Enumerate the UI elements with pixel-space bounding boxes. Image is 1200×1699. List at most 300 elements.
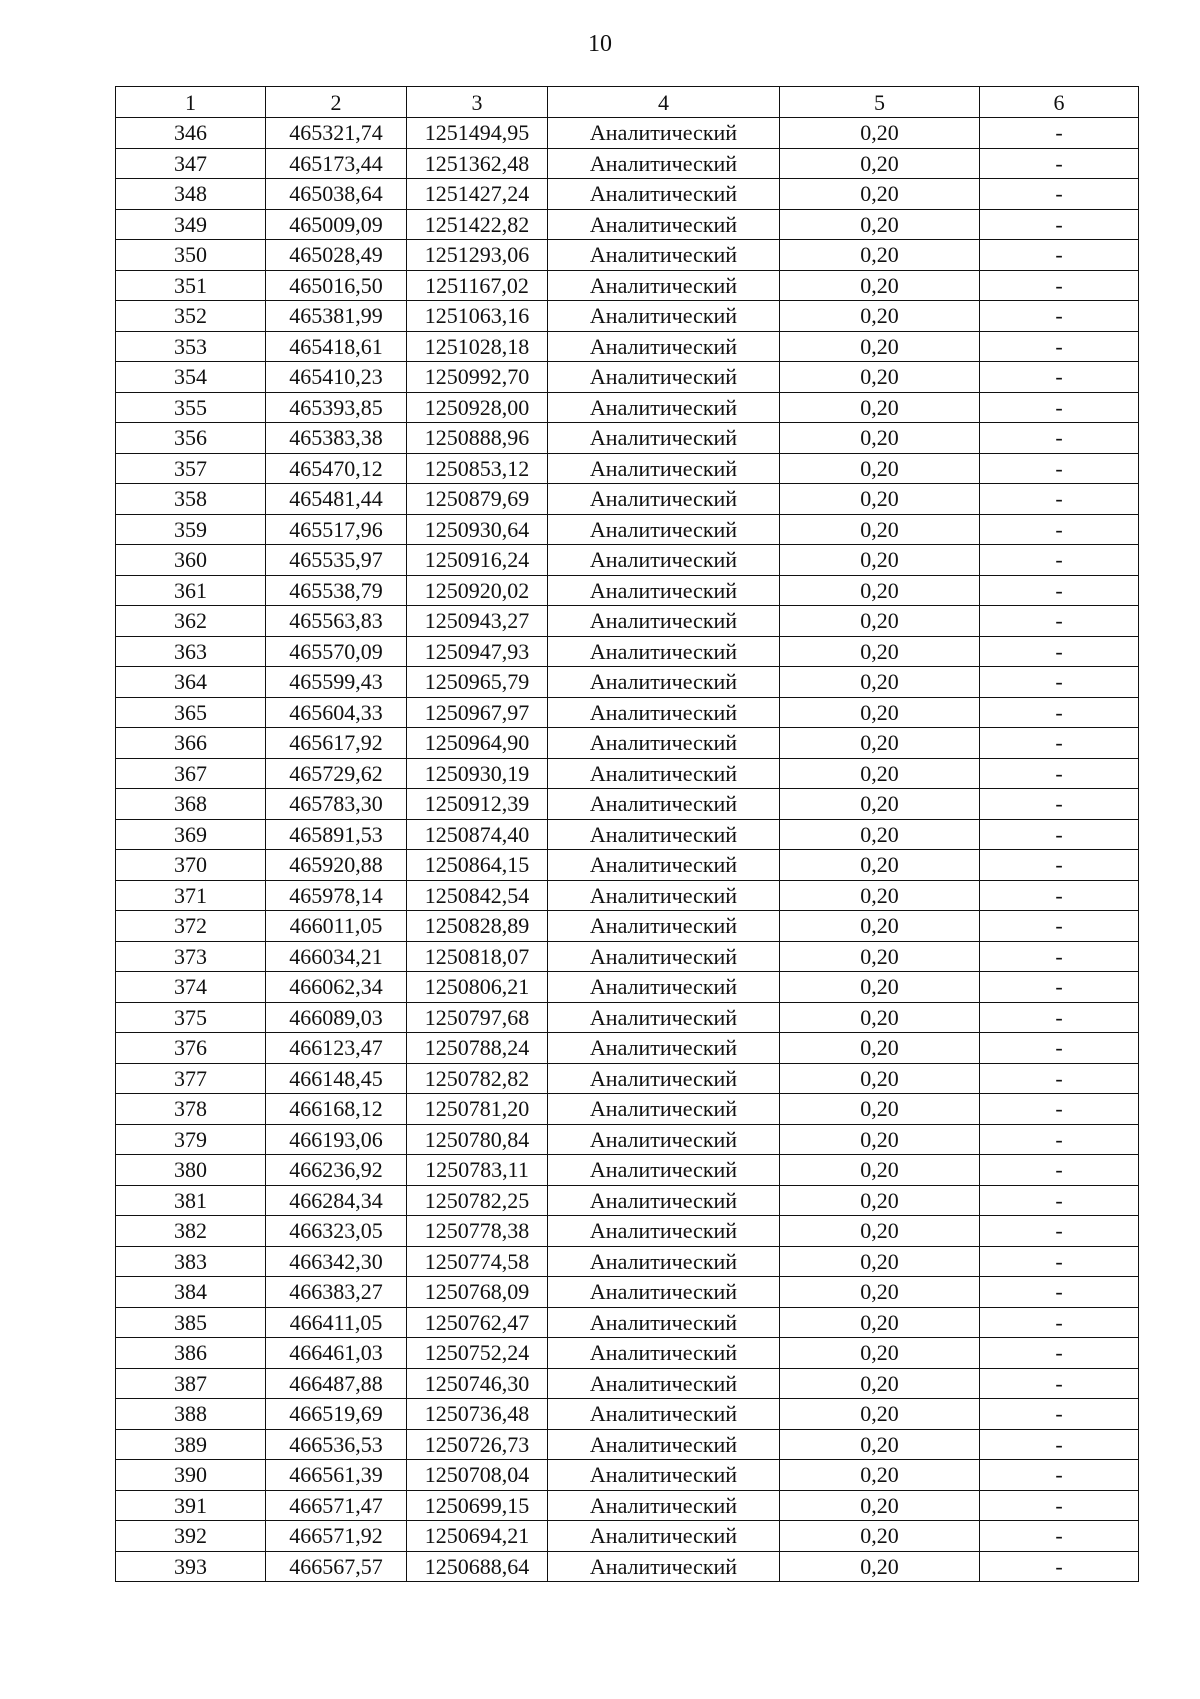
table-row: [116, 1124, 1139, 1155]
accuracy-cell: 0,20: [780, 270, 980, 301]
accuracy-cell: 0,20: [780, 1216, 980, 1247]
point-number-cell: 348: [116, 179, 266, 210]
accuracy-cell: 0,20: [780, 362, 980, 393]
description-cell: -: [980, 1399, 1139, 1430]
x-coordinate-cell: 465563,83: [266, 606, 407, 637]
table-row: [116, 1368, 1139, 1399]
method-cell: Аналитический: [548, 789, 780, 820]
method-cell: Аналитический: [548, 941, 780, 972]
method-cell: Аналитический: [548, 1521, 780, 1552]
x-coordinate-cell: 465410,23: [266, 362, 407, 393]
method-cell: Аналитический: [548, 606, 780, 637]
point-number-cell: 387: [116, 1368, 266, 1399]
x-coordinate-cell: 466342,30: [266, 1246, 407, 1277]
x-coordinate-cell: 466487,88: [266, 1368, 407, 1399]
method-cell: Аналитический: [548, 1124, 780, 1155]
method-cell: Аналитический: [548, 1094, 780, 1125]
point-number-cell: 369: [116, 819, 266, 850]
table-row: [116, 1094, 1139, 1125]
table-row: [116, 453, 1139, 484]
accuracy-cell: 0,20: [780, 423, 980, 454]
method-cell: Аналитический: [548, 1002, 780, 1033]
y-coordinate-cell: 1251362,48: [407, 148, 548, 179]
x-coordinate-cell: 465383,38: [266, 423, 407, 454]
description-cell: -: [980, 819, 1139, 850]
accuracy-cell: 0,20: [780, 514, 980, 545]
accuracy-cell: 0,20: [780, 606, 980, 637]
method-cell: Аналитический: [548, 1551, 780, 1582]
description-cell: -: [980, 1551, 1139, 1582]
accuracy-cell: 0,20: [780, 1094, 980, 1125]
y-coordinate-cell: 1250964,90: [407, 728, 548, 759]
column-header-4: 4: [548, 87, 780, 118]
description-cell: -: [980, 850, 1139, 881]
table-row: [116, 850, 1139, 881]
x-coordinate-cell: 465729,62: [266, 758, 407, 789]
y-coordinate-cell: 1250943,27: [407, 606, 548, 637]
y-coordinate-cell: 1250778,38: [407, 1216, 548, 1247]
method-cell: Аналитический: [548, 423, 780, 454]
point-number-cell: 380: [116, 1155, 266, 1186]
x-coordinate-cell: 465570,09: [266, 636, 407, 667]
x-coordinate-cell: 465978,14: [266, 880, 407, 911]
point-number-cell: 351: [116, 270, 266, 301]
method-cell: Аналитический: [548, 1277, 780, 1308]
accuracy-cell: 0,20: [780, 850, 980, 881]
method-cell: Аналитический: [548, 1307, 780, 1338]
table-row: [116, 1185, 1139, 1216]
x-coordinate-cell: 466571,47: [266, 1490, 407, 1521]
description-cell: -: [980, 118, 1139, 149]
method-cell: Аналитический: [548, 270, 780, 301]
description-cell: -: [980, 606, 1139, 637]
point-number-cell: 372: [116, 911, 266, 942]
table-row: [116, 575, 1139, 606]
x-coordinate-cell: 465393,85: [266, 392, 407, 423]
point-number-cell: 359: [116, 514, 266, 545]
point-number-cell: 389: [116, 1429, 266, 1460]
point-number-cell: 383: [116, 1246, 266, 1277]
description-cell: -: [980, 1216, 1139, 1247]
y-coordinate-cell: 1250920,02: [407, 575, 548, 606]
y-coordinate-cell: 1250736,48: [407, 1399, 548, 1430]
y-coordinate-cell: 1250688,64: [407, 1551, 548, 1582]
point-number-cell: 358: [116, 484, 266, 515]
table-row: [116, 209, 1139, 240]
y-coordinate-cell: 1250879,69: [407, 484, 548, 515]
method-cell: Аналитический: [548, 514, 780, 545]
description-cell: -: [980, 1277, 1139, 1308]
point-number-cell: 357: [116, 453, 266, 484]
x-coordinate-cell: 465009,09: [266, 209, 407, 240]
point-number-cell: 363: [116, 636, 266, 667]
description-cell: -: [980, 484, 1139, 515]
accuracy-cell: 0,20: [780, 240, 980, 271]
x-coordinate-cell: 466168,12: [266, 1094, 407, 1125]
method-cell: Аналитический: [548, 1216, 780, 1247]
table-row: [116, 911, 1139, 942]
accuracy-cell: 0,20: [780, 667, 980, 698]
x-coordinate-cell: 466284,34: [266, 1185, 407, 1216]
x-coordinate-cell: 465538,79: [266, 575, 407, 606]
column-header-1: 1: [116, 87, 266, 118]
x-coordinate-cell: 465481,44: [266, 484, 407, 515]
y-coordinate-cell: 1250912,39: [407, 789, 548, 820]
point-number-cell: 355: [116, 392, 266, 423]
accuracy-cell: 0,20: [780, 1307, 980, 1338]
point-number-cell: 376: [116, 1033, 266, 1064]
accuracy-cell: 0,20: [780, 301, 980, 332]
table-header-row: [116, 87, 1139, 118]
point-number-cell: 384: [116, 1277, 266, 1308]
accuracy-cell: 0,20: [780, 1246, 980, 1277]
x-coordinate-cell: 466193,06: [266, 1124, 407, 1155]
point-number-cell: 370: [116, 850, 266, 881]
y-coordinate-cell: 1250762,47: [407, 1307, 548, 1338]
description-cell: -: [980, 148, 1139, 179]
y-coordinate-cell: 1250774,58: [407, 1246, 548, 1277]
point-number-cell: 381: [116, 1185, 266, 1216]
method-cell: Аналитический: [548, 1246, 780, 1277]
table-row: [116, 1063, 1139, 1094]
table-row: [116, 1246, 1139, 1277]
point-number-cell: 392: [116, 1521, 266, 1552]
description-cell: -: [980, 667, 1139, 698]
x-coordinate-cell: 465517,96: [266, 514, 407, 545]
point-number-cell: 386: [116, 1338, 266, 1369]
y-coordinate-cell: 1250930,19: [407, 758, 548, 789]
accuracy-cell: 0,20: [780, 331, 980, 362]
description-cell: -: [980, 1307, 1139, 1338]
description-cell: -: [980, 179, 1139, 210]
x-coordinate-cell: 466383,27: [266, 1277, 407, 1308]
method-cell: Аналитический: [548, 1368, 780, 1399]
method-cell: Аналитический: [548, 545, 780, 576]
table-row: [116, 789, 1139, 820]
accuracy-cell: 0,20: [780, 1551, 980, 1582]
accuracy-cell: 0,20: [780, 179, 980, 210]
accuracy-cell: 0,20: [780, 1155, 980, 1186]
method-cell: Аналитический: [548, 667, 780, 698]
table-row: [116, 972, 1139, 1003]
y-coordinate-cell: 1250752,24: [407, 1338, 548, 1369]
method-cell: Аналитический: [548, 1033, 780, 1064]
y-coordinate-cell: 1250768,09: [407, 1277, 548, 1308]
table-row: [116, 148, 1139, 179]
accuracy-cell: 0,20: [780, 1490, 980, 1521]
description-cell: -: [980, 728, 1139, 759]
point-number-cell: 361: [116, 575, 266, 606]
method-cell: Аналитический: [548, 819, 780, 850]
x-coordinate-cell: 465535,97: [266, 545, 407, 576]
method-cell: Аналитический: [548, 1399, 780, 1430]
table-row: [116, 514, 1139, 545]
point-number-cell: 391: [116, 1490, 266, 1521]
y-coordinate-cell: 1250746,30: [407, 1368, 548, 1399]
x-coordinate-cell: 466571,92: [266, 1521, 407, 1552]
method-cell: Аналитический: [548, 1185, 780, 1216]
x-coordinate-cell: 466089,03: [266, 1002, 407, 1033]
method-cell: Аналитический: [548, 301, 780, 332]
point-number-cell: 349: [116, 209, 266, 240]
table-row: [116, 392, 1139, 423]
y-coordinate-cell: 1250853,12: [407, 453, 548, 484]
description-cell: -: [980, 240, 1139, 271]
method-cell: Аналитический: [548, 636, 780, 667]
accuracy-cell: 0,20: [780, 697, 980, 728]
point-number-cell: 371: [116, 880, 266, 911]
accuracy-cell: 0,20: [780, 1124, 980, 1155]
description-cell: -: [980, 758, 1139, 789]
point-number-cell: 353: [116, 331, 266, 362]
table-row: [116, 331, 1139, 362]
point-number-cell: 365: [116, 697, 266, 728]
x-coordinate-cell: 466519,69: [266, 1399, 407, 1430]
description-cell: -: [980, 697, 1139, 728]
method-cell: Аналитический: [548, 880, 780, 911]
description-cell: -: [980, 1460, 1139, 1491]
table-row: [116, 1551, 1139, 1582]
table-row: [116, 179, 1139, 210]
y-coordinate-cell: 1250782,25: [407, 1185, 548, 1216]
method-cell: Аналитический: [548, 1063, 780, 1094]
y-coordinate-cell: 1250708,04: [407, 1460, 548, 1491]
y-coordinate-cell: 1250928,00: [407, 392, 548, 423]
description-cell: -: [980, 1338, 1139, 1369]
method-cell: Аналитический: [548, 1460, 780, 1491]
method-cell: Аналитический: [548, 728, 780, 759]
accuracy-cell: 0,20: [780, 1063, 980, 1094]
y-coordinate-cell: 1250797,68: [407, 1002, 548, 1033]
accuracy-cell: 0,20: [780, 911, 980, 942]
accuracy-cell: 0,20: [780, 972, 980, 1003]
y-coordinate-cell: 1250818,07: [407, 941, 548, 972]
description-cell: -: [980, 972, 1139, 1003]
method-cell: Аналитический: [548, 1429, 780, 1460]
description-cell: -: [980, 514, 1139, 545]
table-row: [116, 545, 1139, 576]
y-coordinate-cell: 1251167,02: [407, 270, 548, 301]
x-coordinate-cell: 466461,03: [266, 1338, 407, 1369]
method-cell: Аналитический: [548, 697, 780, 728]
table-row: [116, 1338, 1139, 1369]
x-coordinate-cell: 465891,53: [266, 819, 407, 850]
method-cell: Аналитический: [548, 453, 780, 484]
y-coordinate-cell: 1250930,64: [407, 514, 548, 545]
point-number-cell: 360: [116, 545, 266, 576]
point-number-cell: 346: [116, 118, 266, 149]
y-coordinate-cell: 1250992,70: [407, 362, 548, 393]
x-coordinate-cell: 466536,53: [266, 1429, 407, 1460]
point-number-cell: 385: [116, 1307, 266, 1338]
y-coordinate-cell: 1251293,06: [407, 240, 548, 271]
x-coordinate-cell: 465016,50: [266, 270, 407, 301]
x-coordinate-cell: 466236,92: [266, 1155, 407, 1186]
x-coordinate-cell: 465783,30: [266, 789, 407, 820]
description-cell: -: [980, 1246, 1139, 1277]
point-number-cell: 378: [116, 1094, 266, 1125]
y-coordinate-cell: 1250699,15: [407, 1490, 548, 1521]
method-cell: Аналитический: [548, 1155, 780, 1186]
description-cell: -: [980, 636, 1139, 667]
y-coordinate-cell: 1250780,84: [407, 1124, 548, 1155]
x-coordinate-cell: 466062,34: [266, 972, 407, 1003]
point-number-cell: 379: [116, 1124, 266, 1155]
coordinates-table: [115, 86, 1139, 1582]
description-cell: -: [980, 270, 1139, 301]
accuracy-cell: 0,20: [780, 209, 980, 240]
y-coordinate-cell: 1250864,15: [407, 850, 548, 881]
x-coordinate-cell: 466148,45: [266, 1063, 407, 1094]
accuracy-cell: 0,20: [780, 819, 980, 850]
x-coordinate-cell: 465470,12: [266, 453, 407, 484]
point-number-cell: 382: [116, 1216, 266, 1247]
x-coordinate-cell: 466011,05: [266, 911, 407, 942]
point-number-cell: 356: [116, 423, 266, 454]
accuracy-cell: 0,20: [780, 1277, 980, 1308]
table-row: [116, 484, 1139, 515]
accuracy-cell: 0,20: [780, 148, 980, 179]
description-cell: -: [980, 941, 1139, 972]
accuracy-cell: 0,20: [780, 1521, 980, 1552]
method-cell: Аналитический: [548, 758, 780, 789]
method-cell: Аналитический: [548, 1490, 780, 1521]
description-cell: -: [980, 1521, 1139, 1552]
table-row: [116, 1429, 1139, 1460]
description-cell: -: [980, 1155, 1139, 1186]
description-cell: -: [980, 880, 1139, 911]
description-cell: -: [980, 1094, 1139, 1125]
x-coordinate-cell: 465604,33: [266, 697, 407, 728]
y-coordinate-cell: 1251427,24: [407, 179, 548, 210]
accuracy-cell: 0,20: [780, 1368, 980, 1399]
table-row: [116, 301, 1139, 332]
method-cell: Аналитический: [548, 331, 780, 362]
method-cell: Аналитический: [548, 1338, 780, 1369]
y-coordinate-cell: 1250967,97: [407, 697, 548, 728]
table-row: [116, 1460, 1139, 1491]
point-number-cell: 366: [116, 728, 266, 759]
table-row: [116, 1307, 1139, 1338]
description-cell: -: [980, 453, 1139, 484]
description-cell: -: [980, 362, 1139, 393]
point-number-cell: 377: [116, 1063, 266, 1094]
accuracy-cell: 0,20: [780, 636, 980, 667]
x-coordinate-cell: 466034,21: [266, 941, 407, 972]
y-coordinate-cell: 1250783,11: [407, 1155, 548, 1186]
x-coordinate-cell: 465381,99: [266, 301, 407, 332]
point-number-cell: 364: [116, 667, 266, 698]
accuracy-cell: 0,20: [780, 453, 980, 484]
method-cell: Аналитический: [548, 148, 780, 179]
accuracy-cell: 0,20: [780, 1185, 980, 1216]
accuracy-cell: 0,20: [780, 789, 980, 820]
description-cell: -: [980, 789, 1139, 820]
table-row: [116, 819, 1139, 850]
table-row: [116, 1155, 1139, 1186]
x-coordinate-cell: 465038,64: [266, 179, 407, 210]
table-row: [116, 1490, 1139, 1521]
accuracy-cell: 0,20: [780, 1460, 980, 1491]
y-coordinate-cell: 1251028,18: [407, 331, 548, 362]
y-coordinate-cell: 1250874,40: [407, 819, 548, 850]
method-cell: Аналитический: [548, 575, 780, 606]
method-cell: Аналитический: [548, 484, 780, 515]
point-number-cell: 352: [116, 301, 266, 332]
description-cell: -: [980, 1185, 1139, 1216]
method-cell: Аналитический: [548, 972, 780, 1003]
y-coordinate-cell: 1250828,89: [407, 911, 548, 942]
accuracy-cell: 0,20: [780, 1033, 980, 1064]
y-coordinate-cell: 1250726,73: [407, 1429, 548, 1460]
table-row: [116, 728, 1139, 759]
point-number-cell: 368: [116, 789, 266, 820]
page-number: 10: [588, 31, 612, 57]
x-coordinate-cell: 465028,49: [266, 240, 407, 271]
point-number-cell: 375: [116, 1002, 266, 1033]
accuracy-cell: 0,20: [780, 1338, 980, 1369]
description-cell: -: [980, 1033, 1139, 1064]
y-coordinate-cell: 1250781,20: [407, 1094, 548, 1125]
method-cell: Аналитический: [548, 118, 780, 149]
point-number-cell: 374: [116, 972, 266, 1003]
method-cell: Аналитический: [548, 850, 780, 881]
point-number-cell: 373: [116, 941, 266, 972]
method-cell: Аналитический: [548, 362, 780, 393]
point-number-cell: 354: [116, 362, 266, 393]
x-coordinate-cell: 465920,88: [266, 850, 407, 881]
description-cell: -: [980, 331, 1139, 362]
table-row: [116, 758, 1139, 789]
accuracy-cell: 0,20: [780, 118, 980, 149]
column-header-6: 6: [980, 87, 1139, 118]
accuracy-cell: 0,20: [780, 545, 980, 576]
table-row: [116, 880, 1139, 911]
x-coordinate-cell: 465321,74: [266, 118, 407, 149]
table-row: [116, 1033, 1139, 1064]
accuracy-cell: 0,20: [780, 1429, 980, 1460]
description-cell: -: [980, 423, 1139, 454]
x-coordinate-cell: 466411,05: [266, 1307, 407, 1338]
description-cell: -: [980, 575, 1139, 606]
method-cell: Аналитический: [548, 392, 780, 423]
x-coordinate-cell: 465599,43: [266, 667, 407, 698]
x-coordinate-cell: 465173,44: [266, 148, 407, 179]
table-row: [116, 1521, 1139, 1552]
description-cell: -: [980, 911, 1139, 942]
accuracy-cell: 0,20: [780, 880, 980, 911]
table-row: [116, 697, 1139, 728]
y-coordinate-cell: 1250782,82: [407, 1063, 548, 1094]
description-cell: -: [980, 392, 1139, 423]
description-cell: -: [980, 1429, 1139, 1460]
table-body: [116, 87, 1139, 1582]
method-cell: Аналитический: [548, 209, 780, 240]
y-coordinate-cell: 1251494,95: [407, 118, 548, 149]
point-number-cell: 367: [116, 758, 266, 789]
description-cell: -: [980, 1002, 1139, 1033]
x-coordinate-cell: 465418,61: [266, 331, 407, 362]
accuracy-cell: 0,20: [780, 575, 980, 606]
x-coordinate-cell: 465617,92: [266, 728, 407, 759]
description-cell: -: [980, 1368, 1139, 1399]
description-cell: -: [980, 1490, 1139, 1521]
table-row: [116, 1399, 1139, 1430]
table-row: [116, 240, 1139, 271]
column-header-3: 3: [407, 87, 548, 118]
y-coordinate-cell: 1250947,93: [407, 636, 548, 667]
method-cell: Аналитический: [548, 911, 780, 942]
